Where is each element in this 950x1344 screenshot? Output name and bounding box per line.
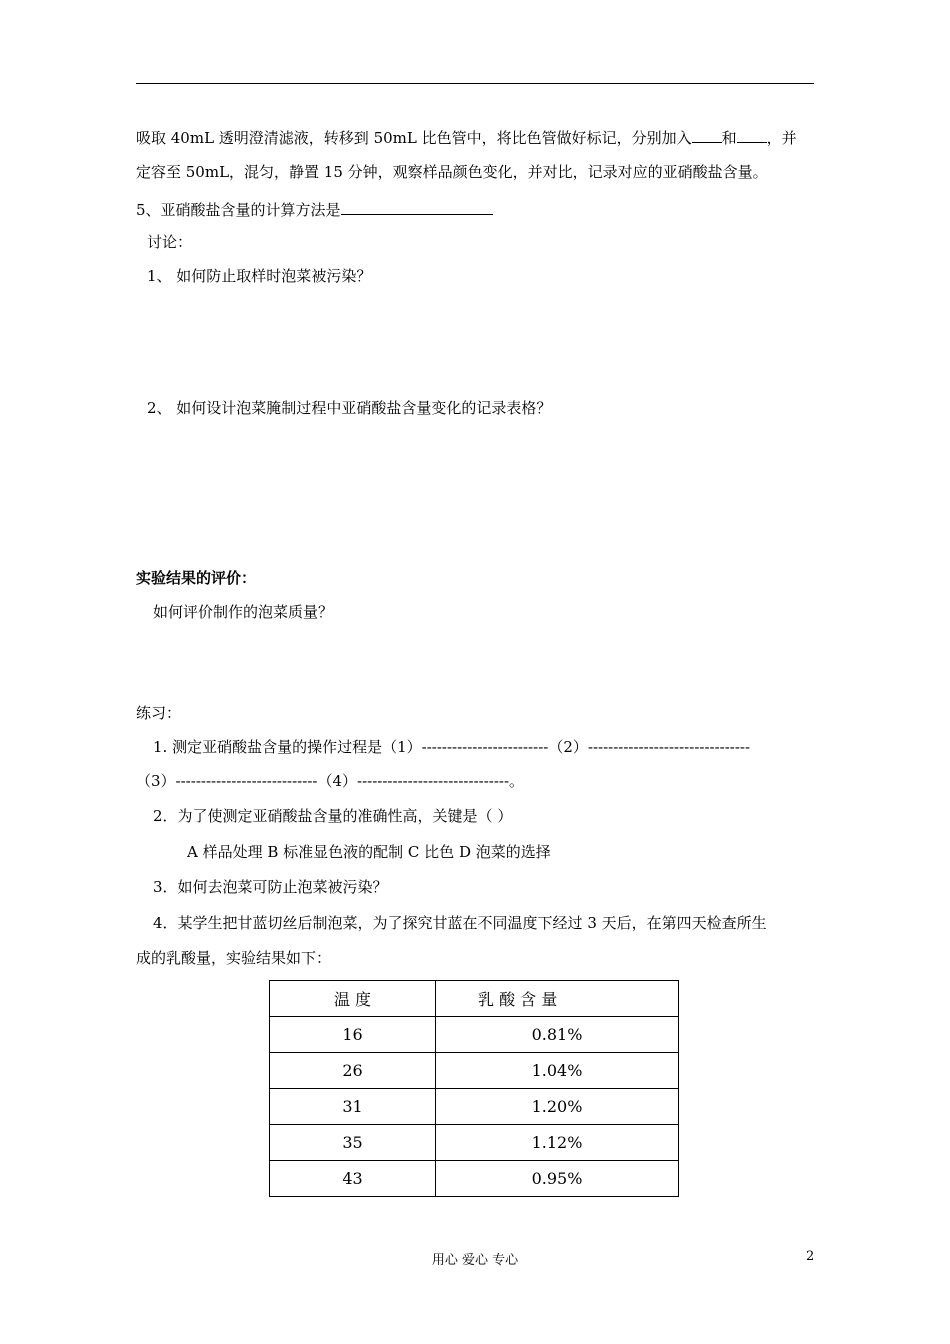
cell-temperature: 35 bbox=[270, 1125, 436, 1161]
exercise-q4-line-2: 成的乳酸量，实验结果如下： bbox=[136, 949, 332, 967]
table-row bbox=[270, 1017, 679, 1053]
header-rule bbox=[136, 83, 814, 84]
exercise-q2-options: A 样品处理 B 标准显色液的配制 C 比色 D 泡菜的选择 bbox=[187, 843, 551, 861]
discussion-question-2: 2、 如何设计泡菜腌制过程中亚硝酸盐含量变化的记录表格？ bbox=[147, 399, 552, 417]
cell-lactic-acid: 1.04% bbox=[436, 1053, 679, 1089]
cell-temperature: 43 bbox=[270, 1161, 436, 1197]
exercise-q4-line-1: 4．某学生把甘蓝切丝后制泡菜，为了探究甘蓝在不同温度下经过 3 天后，在第四天检查所生 bbox=[153, 914, 767, 932]
discussion-question-1: 1、 如何防止取样时泡菜被污染？ bbox=[147, 267, 372, 285]
fill-blank-2[interactable] bbox=[737, 126, 767, 143]
cell-lactic-acid: 1.20% bbox=[436, 1089, 679, 1125]
lactic-acid-table bbox=[269, 980, 679, 1197]
table-row bbox=[270, 1161, 679, 1197]
header-temperature: 温 度 bbox=[270, 981, 436, 1017]
cell-lactic-acid: 1.12% bbox=[436, 1125, 679, 1161]
item-5-text: 5、亚硝酸盐含量的计算方法是 bbox=[136, 201, 341, 219]
cell-temperature: 26 bbox=[270, 1053, 436, 1089]
evaluation-title: 实验结果的评价： bbox=[136, 569, 257, 587]
intro-line-1 bbox=[136, 126, 797, 148]
table-row bbox=[270, 1053, 679, 1089]
exercise-q3: 3．如何去泡菜可防止泡菜被污染？ bbox=[153, 878, 388, 896]
item-5 bbox=[136, 198, 493, 220]
table-row bbox=[270, 1089, 679, 1125]
discussion-title: 讨论： bbox=[147, 233, 193, 251]
cell-temperature: 16 bbox=[270, 1017, 436, 1053]
cell-lactic-acid: 0.81% bbox=[436, 1017, 679, 1053]
intro-line-2: 定容至 50mL，混匀，静置 15 分钟，观察样品颜色变化，并对比，记录对应的亚硝酸盐含量。 bbox=[136, 163, 768, 181]
cell-temperature: 31 bbox=[270, 1089, 436, 1125]
footer-motto: 用心 爱心 专心 bbox=[431, 1253, 519, 1268]
cell-lactic-acid: 0.95% bbox=[436, 1161, 679, 1197]
fill-blank-1[interactable] bbox=[692, 126, 722, 143]
fill-blank-3[interactable] bbox=[341, 198, 493, 215]
exercise-title: 练习： bbox=[136, 704, 182, 722]
header-lactic-acid: 乳 酸 含 量 bbox=[436, 981, 679, 1017]
exercise-q2: 2．为了使测定亚硝酸盐含量的准确性高，关键是（ ） bbox=[153, 807, 513, 825]
intro-line-1-and: 和 bbox=[721, 129, 737, 147]
exercise-q1-line-2: （3）----------------------------（4）------------------------------。 bbox=[136, 772, 525, 790]
table-row bbox=[270, 1125, 679, 1161]
intro-line-1-end: ，并 bbox=[766, 129, 797, 147]
intro-line-1-text: 吸取 40mL 透明澄清滤液，转移到 50mL 比色管中，将比色管做好标记，分别加入 bbox=[136, 129, 692, 147]
table-header-row bbox=[270, 981, 679, 1017]
evaluation-question: 如何评价制作的泡菜质量？ bbox=[153, 603, 334, 621]
page-number: 2 bbox=[806, 1249, 815, 1264]
exercise-q1-line-1: 1. 测定亚硝酸盐含量的操作过程是（1）-------------------------（2）-------------------------------- bbox=[153, 738, 751, 756]
